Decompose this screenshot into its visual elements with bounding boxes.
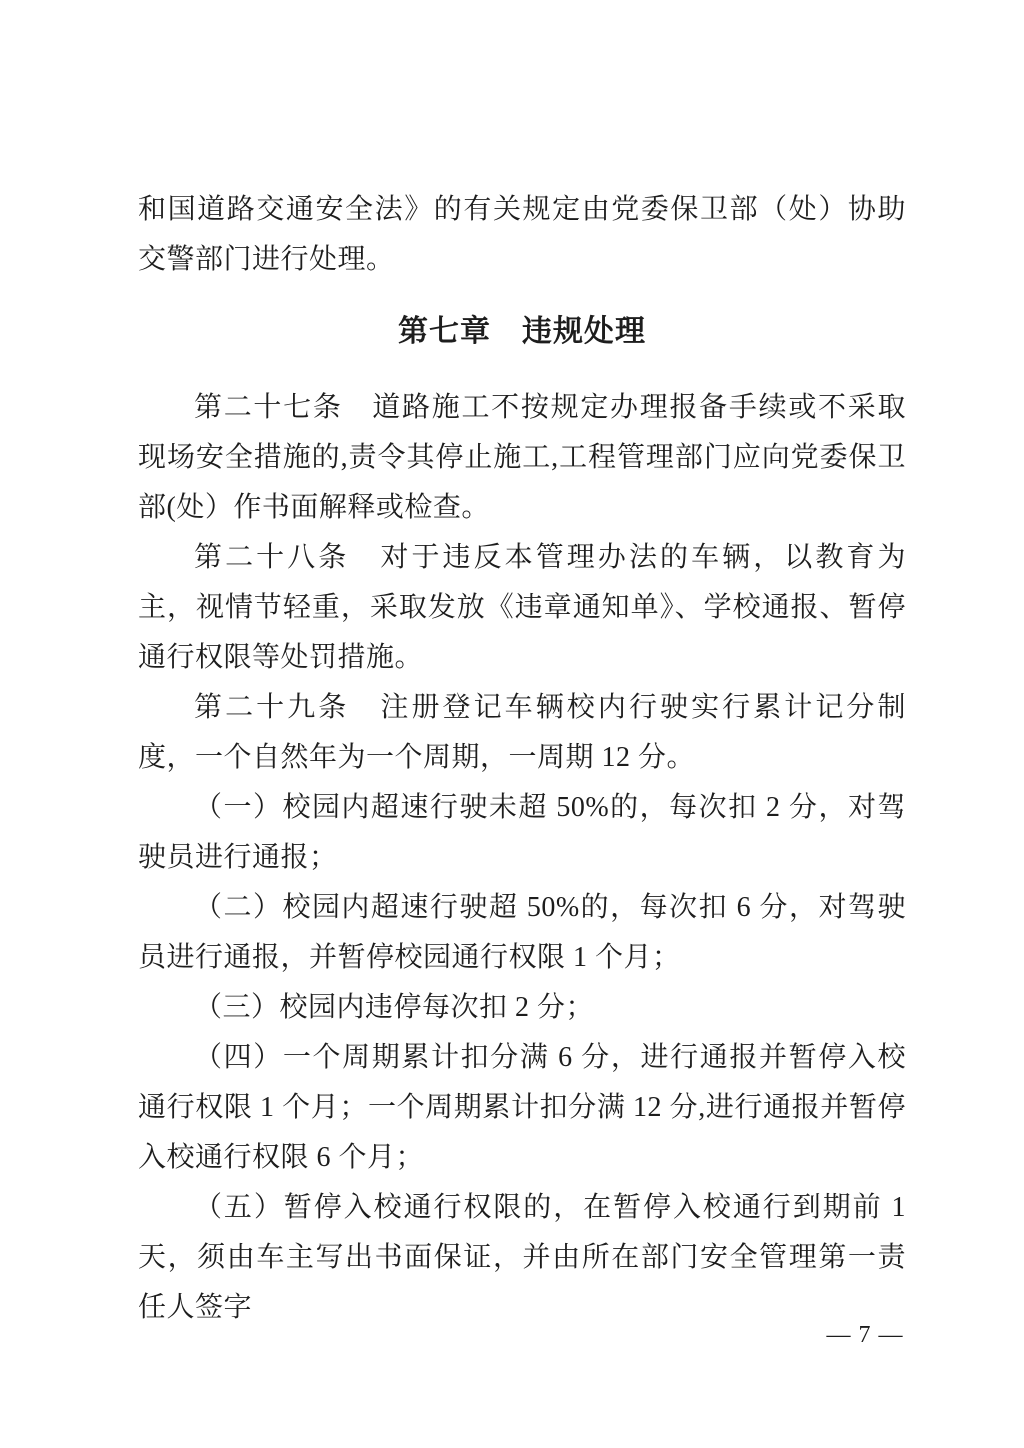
paragraph-continuation: 和国道路交通安全法》的有关规定由党委保卫部（处）协助交警部门进行处理。 [138,194,906,275]
paragraph-item-4: （四）一个周期累计扣分满 6 分，进行通报并暂停入校通行权限 1 个月；一个周期累计扣分满 12 分,进行通报并暂停入校通行权限 6 个月； [138,1042,906,1173]
paragraph-article-28: 第二十八条 对于违反本管理办法的车辆，以教育为主，视情节轻重，采取发放《违章通知单》、学校通报、暂停通行权限等处罚措施。 [138,542,906,673]
page-content [138,185,906,1333]
chapter-heading: 第七章 违规处理 [398,315,646,348]
paragraph-item-2: （二）校园内超速行驶超 50%的，每次扣 6 分，对驾驶员进行通报，并暂停校园通行权限 1 个月； [138,892,906,973]
paragraph-item-5: （五）暂停入校通行权限的，在暂停入校通行到期前 1 天，须由车主写出书面保证，并由所在部门安全管理第一责任人签字 [138,1192,906,1323]
paragraph-article-27: 第二十七条 道路施工不按规定办理报备手续或不采取现场安全措施的,责令其停止施工,工程管理部门应向党委保卫部(处）作书面解释或检查。 [138,392,906,523]
paragraph-article-29: 第二十九条 注册登记车辆校内行驶实行累计记分制度，一个自然年为一个周期，一周期 12 分。 [138,692,906,773]
paragraph-item-3: （三）校园内违停每次扣 2 分； [194,992,595,1023]
page-number: — 7 — [826,1322,904,1348]
paragraph-item-1: （一）校园内超速行驶未超 50%的，每次扣 2 分，对驾驶员进行通报； [138,792,906,873]
